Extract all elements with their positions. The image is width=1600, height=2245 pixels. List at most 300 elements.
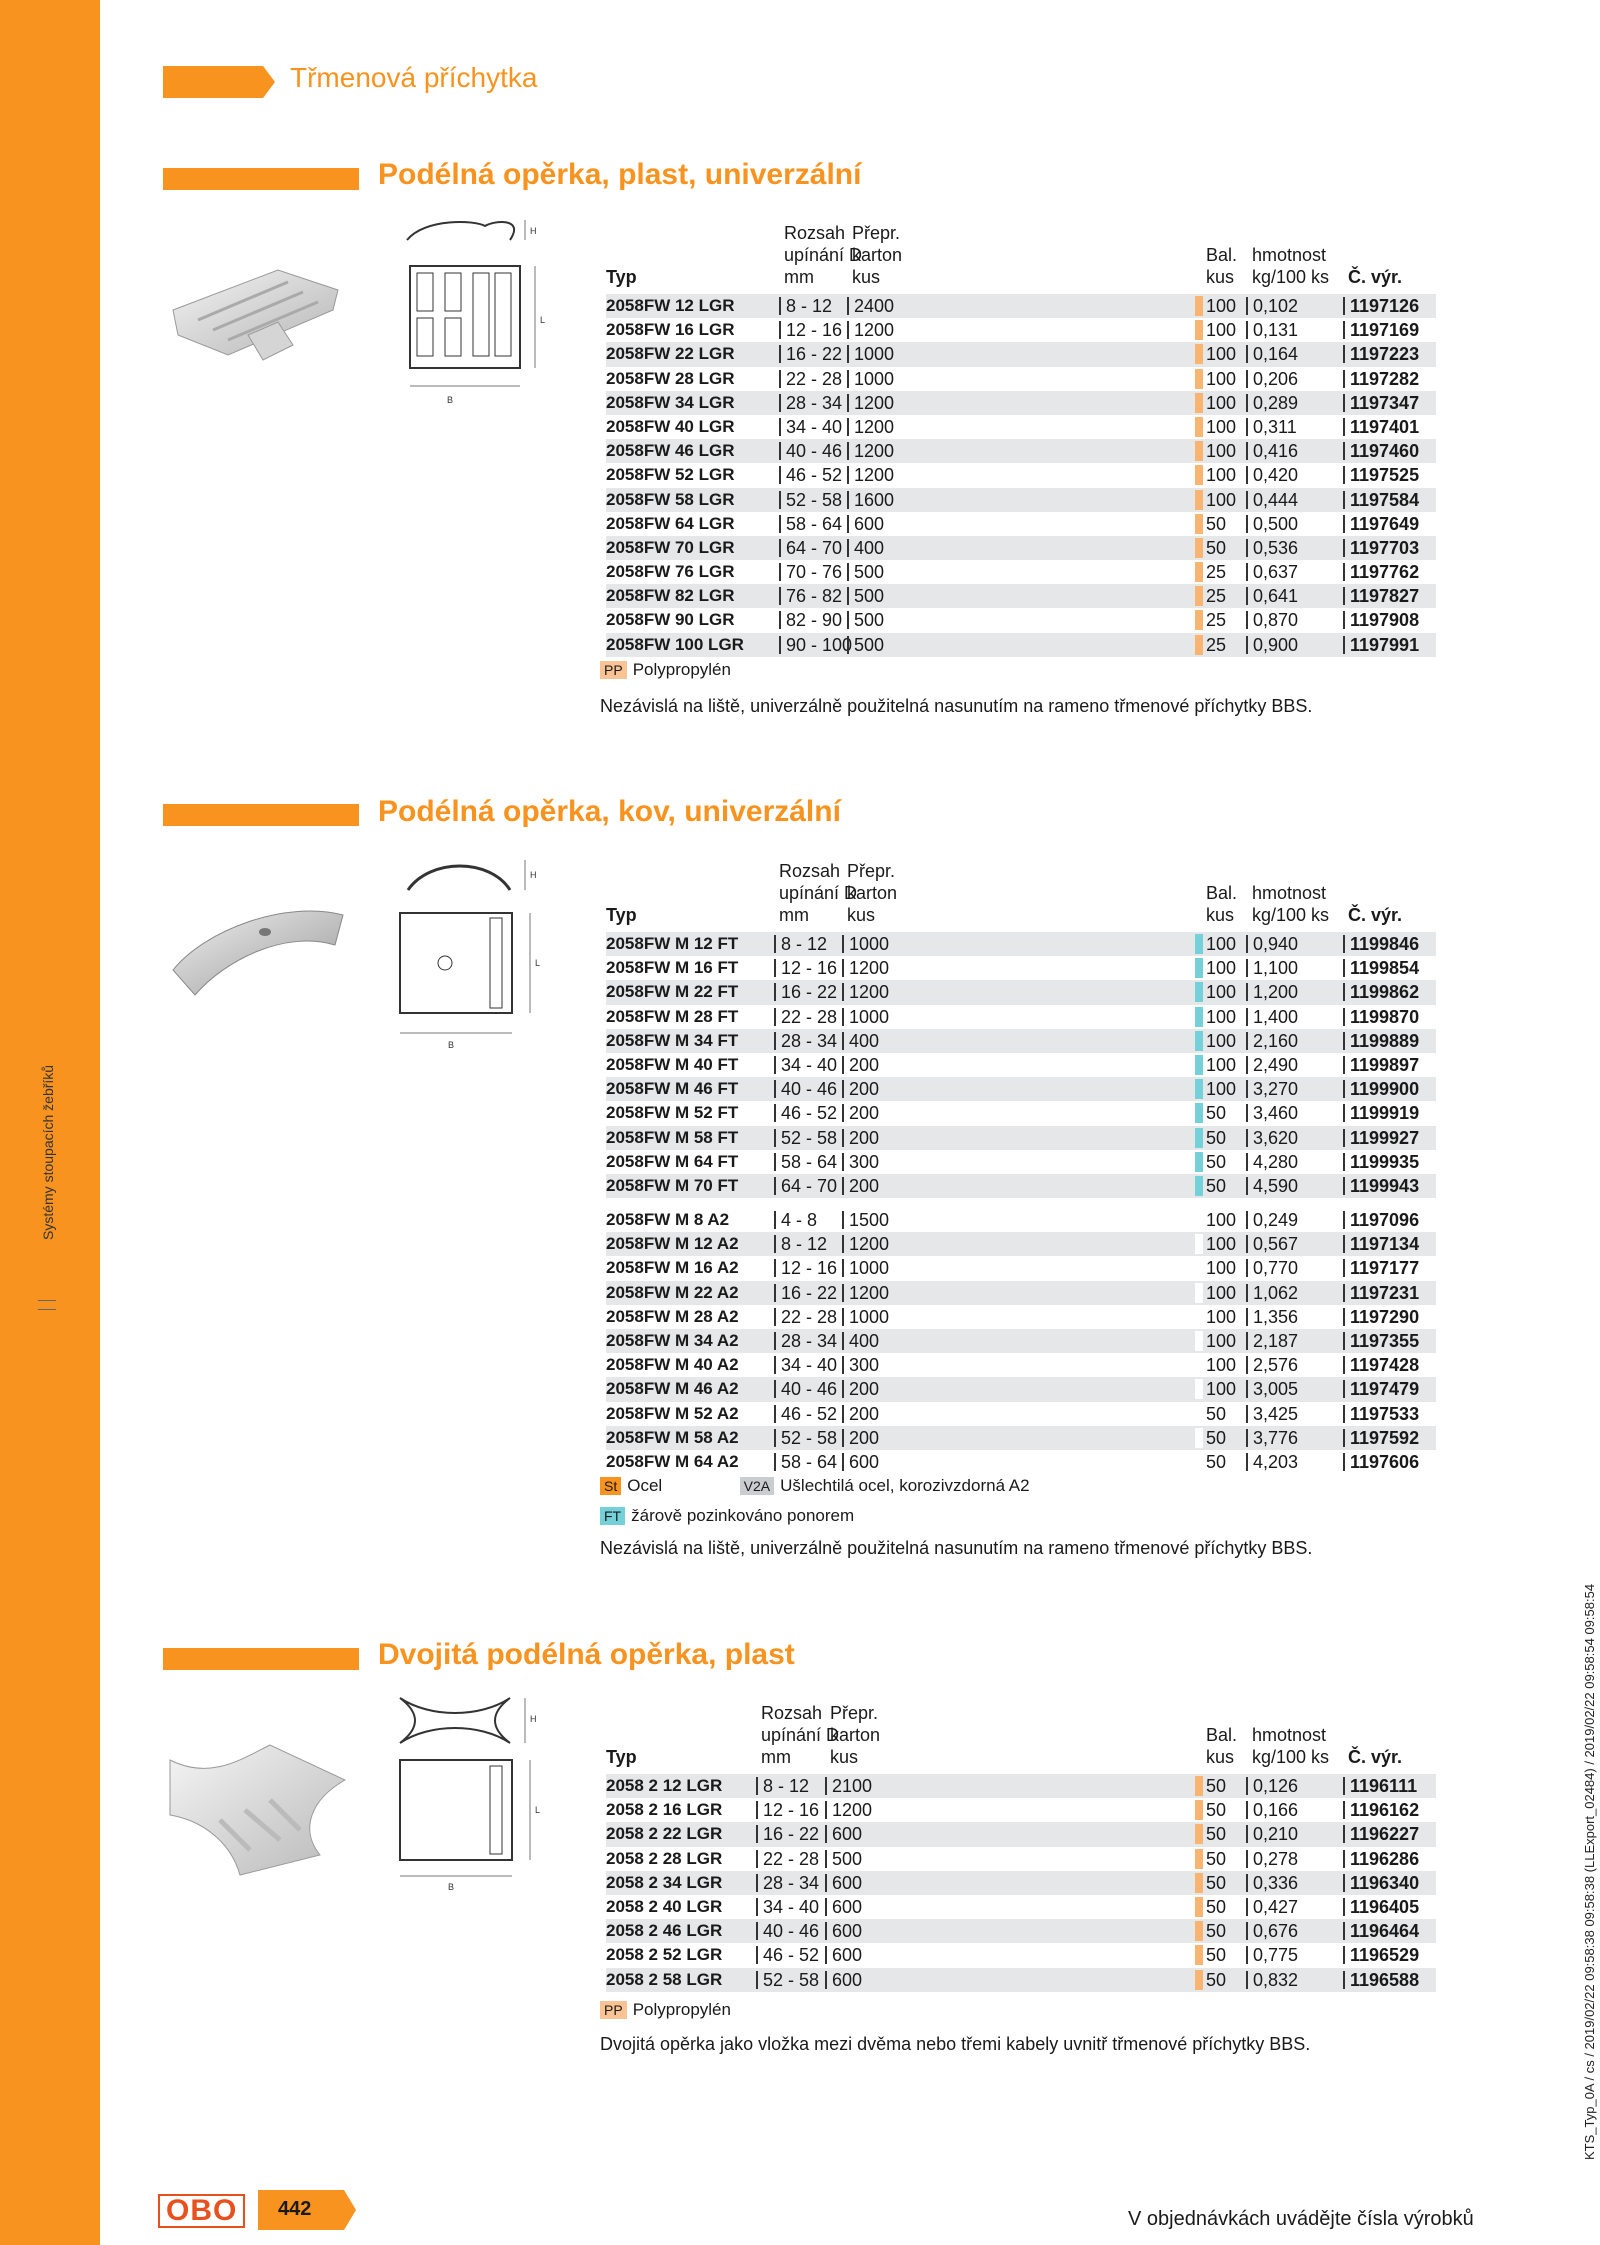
cell-cislo: 1197355 (1343, 1332, 1419, 1350)
cell-typ: 2058FW 52 LGR (606, 465, 735, 485)
row-marker (1195, 610, 1203, 630)
header-prepr: Přepr. (847, 861, 896, 881)
cell-cislo: 1196286 (1343, 1850, 1419, 1868)
product-photo-metal (165, 890, 350, 1000)
cell-prepr: 500 (847, 587, 884, 605)
cell-cislo: 1197592 (1343, 1429, 1419, 1447)
product-photo-double (160, 1740, 350, 1880)
row-marker (1195, 1921, 1203, 1941)
cell-hmotnost: 0,164 (1246, 345, 1298, 363)
header-rozsah: upínání D (779, 883, 858, 903)
cell-rozsah: 40 - 46 (774, 1080, 837, 1098)
cell-bal: 100 (1206, 344, 1237, 365)
cell-rozsah: 34 - 40 (774, 1056, 837, 1074)
cell-rozsah: 8 - 12 (774, 935, 827, 953)
cell-prepr: 2100 (825, 1777, 872, 1795)
dim-b-label: B (448, 1040, 455, 1050)
cell-prepr: 1200 (847, 442, 894, 460)
table-row (606, 1174, 1436, 1198)
side-section-label: Systémy stoupacích žebříků (40, 1064, 56, 1240)
cell-prepr: 200 (842, 1056, 879, 1074)
row-marker (1195, 1103, 1203, 1123)
cell-bal: 50 (1206, 1151, 1227, 1172)
cell-rozsah: 46 - 52 (756, 1946, 819, 1964)
row-marker (1195, 934, 1203, 954)
cell-cislo: 1197606 (1343, 1453, 1419, 1471)
cell-bal: 100 (1206, 1054, 1237, 1075)
cell-rozsah: 40 - 46 (779, 442, 842, 460)
table-row (606, 1847, 1436, 1871)
cell-cislo: 1197401 (1343, 418, 1419, 436)
cell-bal: 100 (1206, 441, 1237, 462)
row-marker (1195, 982, 1203, 1002)
cell-typ: 2058FW M 64 A2 (606, 1451, 739, 1471)
cell-prepr: 200 (842, 1129, 879, 1147)
cell-rozsah: 58 - 64 (774, 1153, 837, 1171)
table-row (606, 1895, 1436, 1919)
cell-hmotnost: 0,336 (1246, 1874, 1298, 1892)
cell-cislo: 1196529 (1343, 1946, 1419, 1964)
cell-prepr: 500 (847, 636, 884, 654)
cell-cislo: 1199935 (1343, 1153, 1419, 1171)
cell-prepr: 1000 (842, 1308, 889, 1326)
cell-hmotnost: 0,770 (1246, 1259, 1298, 1277)
cell-cislo: 1197223 (1343, 345, 1419, 363)
cell-bal: 50 (1206, 1969, 1227, 1990)
row-marker (1195, 1970, 1203, 1990)
header-bal: Bal. (1206, 883, 1238, 903)
technical-drawing (390, 1688, 560, 1893)
row-marker (1195, 490, 1203, 510)
dim-h-label: H (530, 870, 537, 880)
row-marker (1195, 1800, 1203, 1820)
header-hmotnost: kg/100 ks (1252, 267, 1330, 287)
table-row (606, 1943, 1436, 1967)
row-marker (1195, 514, 1203, 534)
row-marker (1195, 320, 1203, 340)
product-table (606, 1702, 1436, 1992)
row-marker (1195, 441, 1203, 461)
cell-typ: 2058FW 100 LGR (606, 634, 744, 654)
row-marker (1195, 538, 1203, 558)
cell-bal: 25 (1206, 586, 1227, 607)
cell-typ: 2058FW M 28 A2 (606, 1306, 739, 1326)
row-marker (1195, 1234, 1203, 1254)
cell-rozsah: 16 - 22 (779, 345, 842, 363)
cell-typ: 2058FW M 28 FT (606, 1006, 739, 1026)
row-marker (1195, 1873, 1203, 1893)
cell-typ: 2058FW M 22 FT (606, 982, 739, 1002)
cell-prepr: 400 (842, 1032, 879, 1050)
cell-rozsah: 46 - 52 (779, 466, 842, 484)
cell-bal: 100 (1206, 465, 1237, 486)
cell-bal: 100 (1206, 934, 1237, 954)
table-row (606, 1774, 1436, 1798)
section-bar (163, 168, 359, 190)
cell-cislo: 1197479 (1343, 1380, 1419, 1398)
cell-typ: 2058 2 40 LGR (606, 1896, 723, 1916)
cell-hmotnost: 0,311 (1246, 418, 1297, 436)
cell-prepr: 500 (825, 1850, 862, 1868)
cell-typ: 2058FW 46 LGR (606, 441, 735, 461)
cell-prepr: 600 (847, 515, 884, 533)
cell-bal: 50 (1206, 1451, 1227, 1472)
cell-hmotnost: 0,126 (1246, 1777, 1298, 1795)
cell-prepr: 600 (825, 1825, 862, 1843)
cell-rozsah: 34 - 40 (779, 418, 842, 436)
cell-cislo: 1197460 (1343, 442, 1419, 460)
cell-rozsah: 70 - 76 (779, 563, 842, 581)
cell-prepr: 1000 (842, 1008, 889, 1026)
cell-hmotnost: 0,102 (1246, 297, 1298, 315)
dim-l-label: L (535, 958, 541, 968)
header-prepr: kus (852, 267, 881, 287)
row-marker (1195, 1379, 1203, 1399)
cell-rozsah: 64 - 70 (779, 539, 842, 557)
cell-rozsah: 16 - 22 (756, 1825, 819, 1843)
cell-hmotnost: 3,620 (1246, 1129, 1298, 1147)
cell-prepr: 1000 (847, 370, 894, 388)
cell-hmotnost: 0,416 (1246, 442, 1298, 460)
cell-bal: 50 (1206, 1175, 1227, 1196)
cell-typ: 2058FW 70 LGR (606, 537, 735, 557)
cell-rozsah: 16 - 22 (774, 983, 837, 1001)
table-row (606, 608, 1436, 632)
cell-prepr: 200 (842, 1429, 879, 1447)
header-rozsah: mm (779, 905, 809, 925)
table-row (606, 584, 1436, 608)
cell-bal: 100 (1206, 1282, 1237, 1303)
row-marker (1195, 1007, 1203, 1027)
cell-hmotnost: 4,590 (1246, 1177, 1298, 1195)
row-marker (1195, 1152, 1203, 1172)
cell-cislo: 1197991 (1343, 636, 1419, 654)
table-row (606, 1798, 1436, 1822)
cell-prepr: 1200 (842, 1284, 889, 1302)
cell-cislo: 1197290 (1343, 1308, 1419, 1326)
section-title: Podélná opěrka, kov, univerzální (378, 795, 841, 828)
cell-hmotnost: 4,203 (1246, 1453, 1298, 1471)
row-marker (1195, 1776, 1203, 1796)
header-typ: Typ (606, 905, 637, 925)
row-marker (1195, 586, 1203, 606)
cell-prepr: 1000 (842, 1259, 889, 1277)
header-prepr: karton (852, 245, 903, 265)
table-row (606, 367, 1436, 391)
cell-rozsah: 12 - 16 (774, 1259, 837, 1277)
row-marker (1195, 1307, 1203, 1327)
material-badge: PP (600, 661, 627, 679)
dim-h-label: H (530, 1714, 537, 1724)
cell-typ: 2058FW M 40 FT (606, 1054, 739, 1074)
row-marker (1195, 1355, 1203, 1375)
cell-rozsah: 28 - 34 (774, 1032, 837, 1050)
cell-hmotnost: 0,210 (1246, 1825, 1298, 1843)
table-row (606, 1353, 1436, 1377)
row-marker (1195, 465, 1203, 485)
cell-bal: 100 (1206, 982, 1237, 1003)
header-typ: Typ (606, 267, 637, 287)
legend (600, 660, 731, 680)
cell-bal: 100 (1206, 1379, 1237, 1400)
cell-bal: 50 (1206, 1848, 1227, 1869)
cell-prepr: 500 (847, 563, 884, 581)
cell-prepr: 2400 (847, 297, 894, 315)
header-hmotnost: hmotnost (1252, 883, 1327, 903)
cell-bal: 50 (1206, 537, 1227, 558)
cell-prepr: 1200 (847, 394, 894, 412)
cell-typ: 2058FW M 34 FT (606, 1030, 739, 1050)
table-row (606, 1053, 1436, 1077)
header-cvyr: Č. výr. (1348, 267, 1403, 287)
cell-rozsah: 12 - 16 (779, 321, 842, 339)
cell-cislo: 1199900 (1343, 1080, 1419, 1098)
cell-cislo: 1196162 (1343, 1801, 1419, 1819)
table-row (606, 1329, 1436, 1353)
header-bal: Bal. (1206, 1725, 1238, 1745)
cell-cislo: 1196405 (1343, 1898, 1419, 1916)
cell-rozsah: 16 - 22 (774, 1284, 837, 1302)
legend (600, 1506, 854, 1526)
cell-typ: 2058FW M 58 A2 (606, 1427, 739, 1447)
cell-cislo: 1199919 (1343, 1104, 1419, 1122)
cell-cislo: 1197231 (1343, 1284, 1419, 1302)
table-row (606, 956, 1436, 980)
cell-hmotnost: 3,776 (1246, 1429, 1298, 1447)
material-text: Ušlechtilá ocel, korozivzdorná A2 (780, 1476, 1030, 1495)
cell-hmotnost: 0,278 (1246, 1850, 1298, 1868)
cell-hmotnost: 3,425 (1246, 1405, 1298, 1423)
header-rozsah: Rozsah (761, 1703, 823, 1723)
cell-hmotnost: 4,280 (1246, 1153, 1298, 1171)
header-cvyr: Č. výr. (1348, 1747, 1403, 1767)
cell-bal: 25 (1206, 634, 1227, 655)
header-hmotnost: hmotnost (1252, 1725, 1327, 1745)
cell-hmotnost: 0,420 (1246, 466, 1298, 484)
cell-hmotnost: 2,490 (1246, 1056, 1298, 1074)
cell-prepr: 300 (842, 1356, 879, 1374)
header-rozsah: Rozsah (779, 861, 841, 881)
table-row (606, 294, 1436, 318)
cell-typ: 2058FW 22 LGR (606, 344, 735, 364)
cell-cislo: 1199889 (1343, 1032, 1419, 1050)
header-bal: Bal. (1206, 245, 1238, 265)
table-row (606, 512, 1436, 536)
row-marker (1195, 1031, 1203, 1051)
cell-hmotnost: 3,460 (1246, 1104, 1298, 1122)
cell-rozsah: 82 - 90 (779, 611, 842, 629)
cell-cislo: 1197169 (1343, 321, 1419, 339)
section-bar (163, 1648, 359, 1670)
cell-typ: 2058 2 28 LGR (606, 1848, 723, 1868)
cell-typ: 2058FW 82 LGR (606, 586, 735, 606)
cell-cislo: 1197762 (1343, 563, 1419, 581)
cell-hmotnost: 0,676 (1246, 1922, 1298, 1940)
cell-bal: 50 (1206, 1872, 1227, 1893)
cell-cislo: 1197703 (1343, 539, 1419, 557)
table-row (606, 932, 1436, 956)
header-rozsah: mm (761, 1747, 791, 1767)
cell-typ: 2058FW M 40 A2 (606, 1355, 739, 1375)
cell-hmotnost: 0,637 (1246, 563, 1298, 581)
cell-prepr: 200 (842, 1380, 879, 1398)
section-title: Podélná opěrka, plast, univerzální (378, 158, 862, 191)
cell-hmotnost: 0,775 (1246, 1946, 1298, 1964)
cell-bal: 50 (1206, 1896, 1227, 1917)
row-marker (1195, 1897, 1203, 1917)
cell-hmotnost: 0,427 (1246, 1898, 1298, 1916)
table-row (606, 488, 1436, 512)
cell-prepr: 1200 (825, 1801, 872, 1819)
row-marker (1195, 1079, 1203, 1099)
cell-hmotnost: 3,005 (1246, 1380, 1298, 1398)
cell-cislo: 1197347 (1343, 394, 1419, 412)
cell-cislo: 1199870 (1343, 1008, 1419, 1026)
cell-bal: 50 (1206, 1824, 1227, 1845)
material-text: Ocel (627, 1476, 663, 1495)
cell-rozsah: 28 - 34 (774, 1332, 837, 1350)
material-text: Polypropylén (632, 2000, 731, 2019)
table-row (606, 463, 1436, 487)
row-marker (1195, 635, 1203, 655)
cell-cislo: 1197525 (1343, 466, 1419, 484)
cell-typ: 2058 2 34 LGR (606, 1872, 723, 1892)
table-header (606, 860, 1436, 932)
cell-rozsah: 34 - 40 (774, 1356, 837, 1374)
cell-prepr: 200 (842, 1405, 879, 1423)
cell-bal: 100 (1206, 1355, 1237, 1376)
product-table (606, 222, 1436, 657)
cell-rozsah: 28 - 34 (756, 1874, 819, 1892)
cell-typ: 2058FW 90 LGR (606, 610, 735, 630)
cell-cislo: 1197428 (1343, 1356, 1419, 1374)
cell-rozsah: 34 - 40 (756, 1898, 819, 1916)
cell-typ: 2058FW M 16 FT (606, 958, 739, 978)
cell-typ: 2058FW M 64 FT (606, 1151, 739, 1171)
dim-l-label: L (540, 315, 546, 325)
cell-rozsah: 58 - 64 (774, 1453, 837, 1471)
cell-rozsah: 22 - 28 (756, 1850, 819, 1868)
cell-bal: 50 (1206, 1127, 1227, 1148)
cell-bal: 100 (1206, 1006, 1237, 1027)
cell-hmotnost: 0,500 (1246, 515, 1298, 533)
cell-prepr: 1200 (842, 959, 889, 977)
header-rozsah: Rozsah (784, 223, 846, 243)
cell-bal: 100 (1206, 320, 1237, 341)
cell-bal: 100 (1206, 296, 1237, 316)
row-marker (1195, 1128, 1203, 1148)
cell-prepr: 600 (825, 1898, 862, 1916)
chapter-tab (163, 66, 275, 98)
cell-rozsah: 22 - 28 (779, 370, 842, 388)
cell-bal: 100 (1206, 1210, 1237, 1231)
row-marker (1195, 1404, 1203, 1424)
cell-rozsah: 12 - 16 (774, 959, 837, 977)
cell-rozsah: 40 - 46 (756, 1922, 819, 1940)
table-row (606, 536, 1436, 560)
cell-typ: 2058FW M 12 A2 (606, 1234, 739, 1254)
cell-rozsah: 58 - 64 (779, 515, 842, 533)
cell-bal: 50 (1206, 1103, 1227, 1124)
finish-text: žárově pozinkováno ponorem (631, 1506, 855, 1525)
row-marker (1195, 296, 1203, 316)
cell-bal: 100 (1206, 489, 1237, 510)
row-marker (1195, 1210, 1203, 1230)
product-photo-plastic (168, 250, 346, 370)
material-badge: PP (600, 2001, 627, 2019)
header-prepr: kus (847, 905, 876, 925)
table-row (606, 1450, 1436, 1474)
cell-rozsah: 4 - 8 (774, 1211, 817, 1229)
table-row (606, 1402, 1436, 1426)
cell-prepr: 1200 (842, 983, 889, 1001)
row-marker (1195, 1452, 1203, 1472)
dim-b-label: B (448, 1882, 455, 1892)
cell-hmotnost: 1,356 (1246, 1308, 1298, 1326)
dim-l-label: L (535, 1805, 541, 1815)
cell-prepr: 600 (825, 1922, 862, 1940)
table-row (606, 1871, 1436, 1895)
table-row (606, 1126, 1436, 1150)
table-row (606, 1077, 1436, 1101)
cell-prepr: 1200 (847, 321, 894, 339)
dim-b-label: B (447, 395, 454, 405)
row-marker (1195, 1176, 1203, 1196)
table-row (606, 1029, 1436, 1053)
cell-prepr: 600 (842, 1453, 879, 1471)
cell-bal: 25 (1206, 562, 1227, 583)
cell-rozsah: 22 - 28 (774, 1308, 837, 1326)
cell-hmotnost: 0,536 (1246, 539, 1298, 557)
cell-typ: 2058FW M 52 A2 (606, 1403, 739, 1423)
cell-rozsah: 90 - 100 (779, 636, 852, 654)
cell-cislo: 1196111 (1343, 1777, 1417, 1795)
header-hmotnost: kg/100 ks (1252, 1747, 1330, 1767)
cell-prepr: 1000 (847, 345, 894, 363)
cell-prepr: 600 (825, 1874, 862, 1892)
cell-prepr: 1200 (847, 466, 894, 484)
header-prepr: karton (847, 883, 898, 903)
cell-rozsah: 64 - 70 (774, 1177, 837, 1195)
cell-cislo: 1196464 (1343, 1922, 1419, 1940)
cell-cislo: 1197584 (1343, 491, 1419, 509)
row-marker (1195, 1849, 1203, 1869)
cell-typ: 2058 2 16 LGR (606, 1800, 723, 1820)
cell-cislo: 1197096 (1343, 1211, 1419, 1229)
export-meta: KTS_Typ_0A / cs / 2019/02/22 09:58:38 09:58:38 (LLExport_02484) / 2019/02/22 09:58:54 09:58:54 (1582, 1583, 1597, 2160)
cell-typ: 2058FW M 46 A2 (606, 1379, 739, 1399)
legend (600, 1476, 1030, 1496)
cell-bal: 100 (1206, 416, 1237, 437)
cell-typ: 2058FW M 16 A2 (606, 1258, 739, 1278)
cell-typ: 2058FW M 12 FT (606, 934, 739, 953)
cell-rozsah: 52 - 58 (779, 491, 842, 509)
ladder-icon (38, 1300, 56, 1310)
header-bal: kus (1206, 1747, 1235, 1767)
cell-typ: 2058FW M 46 FT (606, 1079, 739, 1099)
cell-cislo: 1197126 (1343, 297, 1419, 315)
cell-typ: 2058 2 46 LGR (606, 1921, 723, 1941)
table-row (606, 1005, 1436, 1029)
cell-rozsah: 52 - 58 (774, 1129, 837, 1147)
cell-typ: 2058FW 34 LGR (606, 392, 735, 412)
cell-cislo: 1197533 (1343, 1405, 1419, 1423)
material-text: Polypropylén (632, 660, 731, 679)
row-marker (1195, 1945, 1203, 1965)
table-row (606, 342, 1436, 366)
cell-prepr: 200 (842, 1080, 879, 1098)
cell-cislo: 1199846 (1343, 935, 1419, 953)
